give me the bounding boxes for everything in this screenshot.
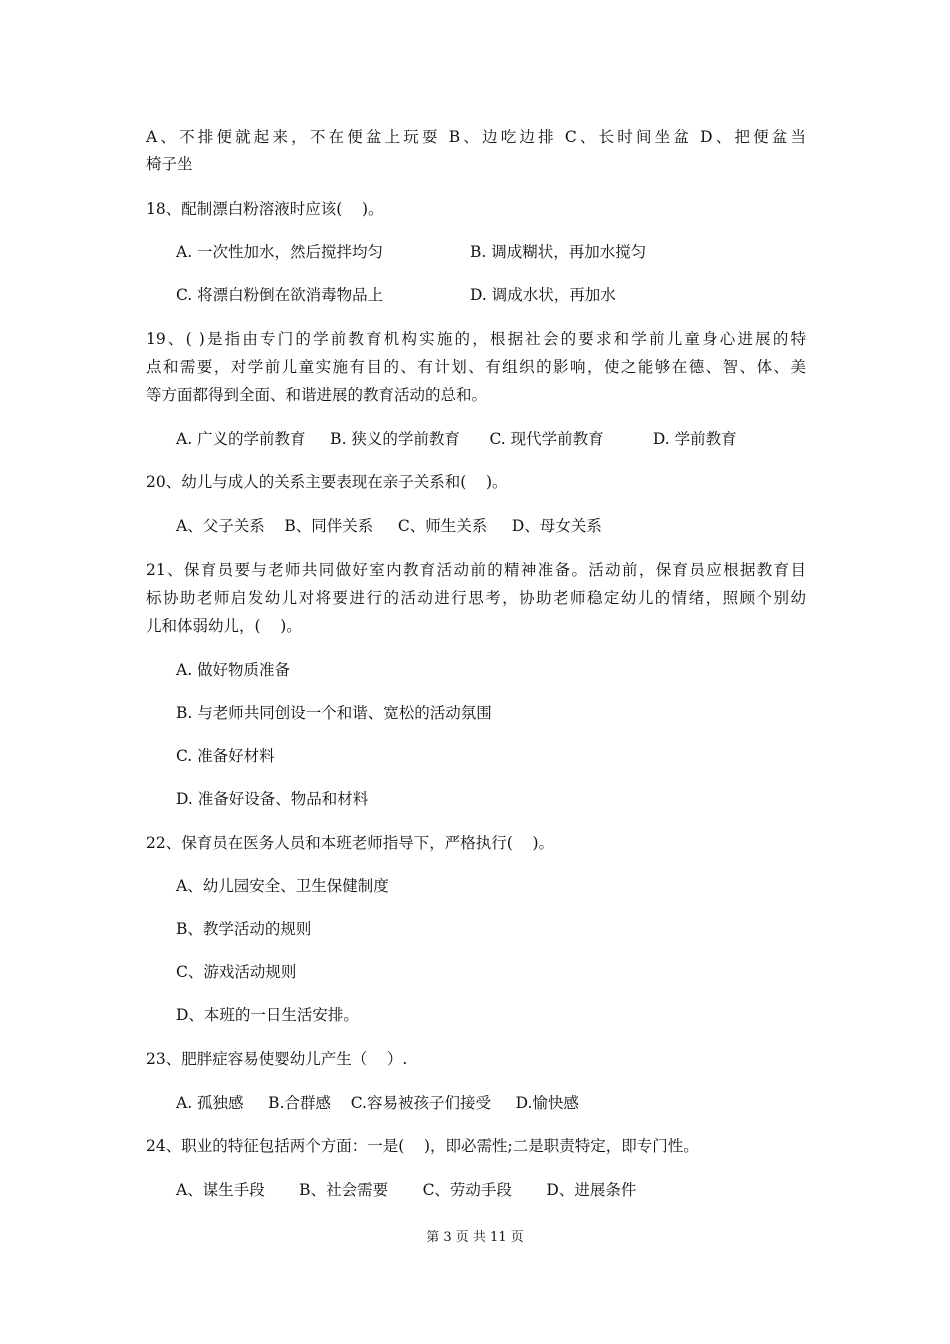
q21-option-b: B. 与老师共同创设一个和谐、宽松的活动氛围 <box>176 704 492 722</box>
q22-option-c: C、游戏活动规则 <box>176 963 297 981</box>
q21-option-a: A. 做好物质准备 <box>176 661 291 679</box>
q22-stem: 22、保育员在医务人员和本班老师指导下，严格执行( )。 <box>146 834 555 852</box>
q21-option-d: D. 准备好设备、物品和材料 <box>176 790 369 808</box>
q21-stem-line2: 标协助老师启发幼儿对将要进行的活动进行思考，协助老师稳定幼儿的情绪，照顾个别幼 <box>146 589 806 607</box>
q18-option-b: B. 调成糊状，再加水搅匀 <box>470 243 647 261</box>
q23-options: A. 孤独感 B.合群感 C.容易被孩子们接受 D.愉快感 <box>176 1094 579 1112</box>
q22-option-a: A、幼儿园安全、卫生保健制度 <box>176 877 389 895</box>
q24-options: A、谋生手段 B、社会需要 C、劳动手段 D、进展条件 <box>176 1181 637 1199</box>
q19-stem-line1: 19、( )是指由专门的学前教育机构实施的，根据社会的要求和学前儿童身心进展的特 <box>146 330 806 348</box>
q18-stem: 18、配制漂白粉溶液时应该( )。 <box>146 200 384 218</box>
q22-option-b: B、教学活动的规则 <box>176 920 312 938</box>
q19-stem-line2: 点和需要，对学前儿童实施有目的、有计划、有组织的影响，使之能够在德、智、体、美 <box>146 358 806 376</box>
q24-stem: 24、职业的特征包括两个方面：一是( )，即必需性;二是职责特定，即专门性。 <box>146 1137 699 1155</box>
q18-option-c: C. 将漂白粉倒在欲消毒物品上 <box>176 286 384 304</box>
q19-options: A. 广义的学前教育 B. 狭义的学前教育 C. 现代学前教育 D. 学前教育 <box>176 430 737 448</box>
q18-option-d: D. 调成水状，再加水 <box>470 286 616 304</box>
q17-options-line1: A、不排便就起来，不在便盆上玩耍 B、边吃边排 C、长时间坐盆 D、把便盆当 <box>146 128 806 146</box>
q17-options-line2: 椅子坐 <box>146 155 193 173</box>
page-number-footer: 第 3 页 共 11 页 <box>426 1230 524 1245</box>
q20-stem: 20、幼儿与成人的关系主要表现在亲子关系和( )。 <box>146 473 508 491</box>
q19-stem-line3: 等方面都得到全面、和谐进展的教育活动的总和。 <box>146 386 488 404</box>
q20-options: A、父子关系 B、同伴关系 C、师生关系 D、母女关系 <box>176 517 602 535</box>
q22-option-d: D、本班的一日生活安排。 <box>176 1006 359 1024</box>
q21-stem-line3: 儿和体弱幼儿，( )。 <box>146 617 302 635</box>
q21-stem-line1: 21、保育员要与老师共同做好室内教育活动前的精神准备。活动前，保育员应根据教育目 <box>146 561 806 579</box>
q18-option-a: A. 一次性加水，然后搅拌均匀 <box>176 243 384 261</box>
q23-stem: 23、肥胖症容易使婴幼儿产生（ ）. <box>146 1050 408 1068</box>
q21-option-c: C. 准备好材料 <box>176 747 275 765</box>
